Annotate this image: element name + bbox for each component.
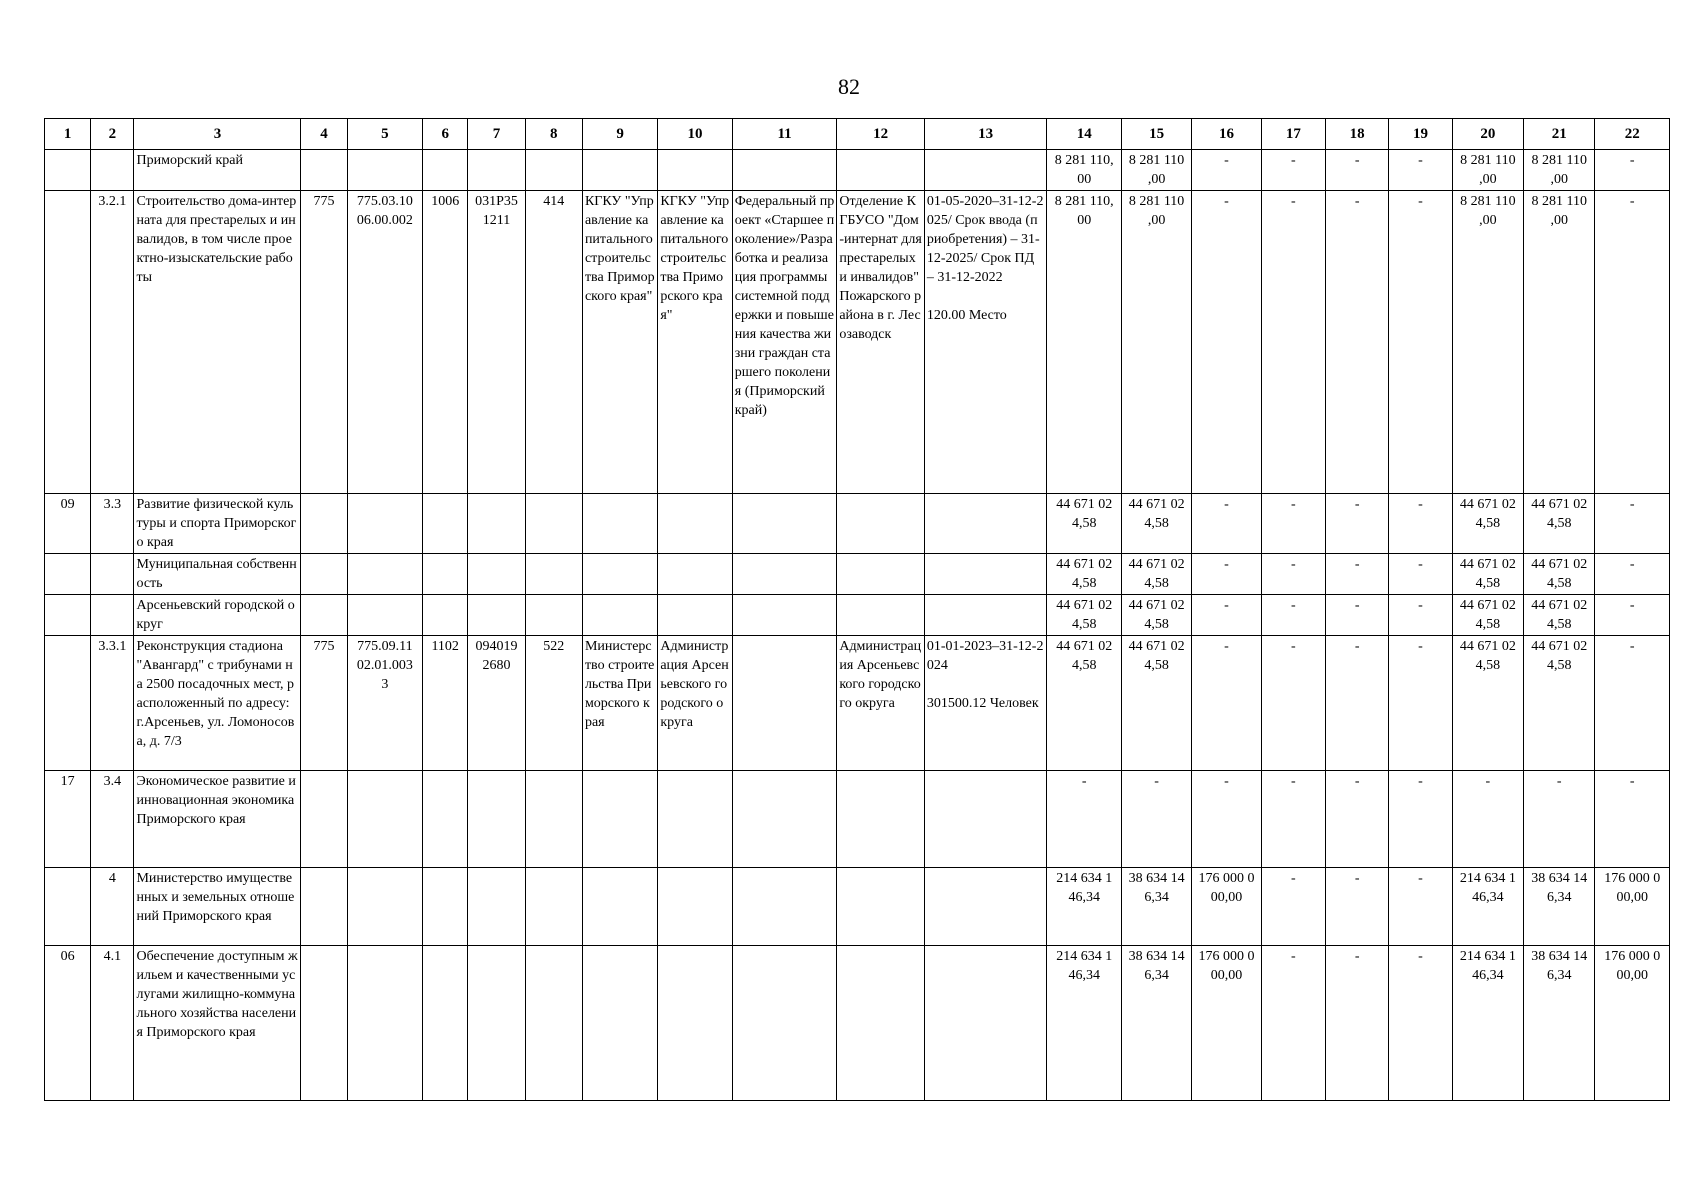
table-cell [924,494,1047,554]
header-cell: 20 [1452,119,1523,150]
table-cell: - [1389,946,1452,1101]
table-cell: - [1389,554,1452,595]
table-cell [423,771,468,868]
table-cell: - [1389,636,1452,771]
table-cell: 8 281 110 ,00 [1452,150,1523,191]
header-cell: 16 [1192,119,1261,150]
table-cell [582,868,657,946]
table-cell: - [1192,191,1261,494]
table-cell: 8 281 110 ,00 [1524,191,1595,494]
table-cell: 1102 [423,636,468,771]
table-cell: 3.3.1 [91,636,134,771]
table-cell: Строительство дома-интерната для престарелых и инвалидов, в том числе проектно-изыскательские работы [134,191,301,494]
table-cell: Министерство имущественных и земельных отношений Приморского края [134,868,301,946]
table-cell [582,595,657,636]
table-cell [91,595,134,636]
table-cell: - [1261,494,1325,554]
table-cell: 214 634 1 46,34 [1047,868,1121,946]
table-cell: 522 [525,636,582,771]
table-cell: Муниципальная собственность [134,554,301,595]
table-cell: 176 000 0 00,00 [1192,946,1261,1101]
table-cell: 17 [45,771,91,868]
table-cell: - [1121,771,1191,868]
header-cell: 17 [1261,119,1325,150]
table-cell: - [1192,595,1261,636]
table-cell: - [1389,494,1452,554]
table-cell: 094019 2680 [468,636,525,771]
table-cell: 176 000 0 00,00 [1595,868,1670,946]
header-cell: 5 [347,119,422,150]
table-cell: 214 634 1 46,34 [1452,946,1523,1101]
table-cell: 44 671 02 4,58 [1121,554,1191,595]
table-cell: - [1192,150,1261,191]
table-cell: 031P35 1211 [468,191,525,494]
table-cell: Арсеньевский городской округ [134,595,301,636]
table-cell [423,868,468,946]
table-cell: Реконструкция стадиона "Авангард" с трибунами на 2500 посадочных мест, расположенный по адресу: г.Арсеньев, ул. Ломоносова, д. 7/3 [134,636,301,771]
table-row [45,636,1670,771]
table-cell [423,946,468,1101]
table-cell: 176 000 0 00,00 [1192,868,1261,946]
table-cell: - [1595,554,1670,595]
table-cell: Министерство строительства Приморского края [582,636,657,771]
table-cell [301,868,347,946]
table-cell: 44 671 02 4,58 [1524,494,1595,554]
table-cell: - [1595,636,1670,771]
header-cell: 21 [1524,119,1595,150]
table-cell [658,494,732,554]
table-cell: 38 634 14 6,34 [1524,868,1595,946]
table-cell: 44 671 02 4,58 [1452,636,1523,771]
table-cell [525,946,582,1101]
table-cell: - [1389,771,1452,868]
table-cell [525,771,582,868]
table-cell: 38 634 14 6,34 [1121,868,1191,946]
table-cell: 44 671 02 4,58 [1452,595,1523,636]
table-cell: 4 [91,868,134,946]
table-cell: 8 281 110 ,00 [1121,150,1191,191]
table-row [45,771,1670,868]
table-cell: - [1047,771,1121,868]
table-cell [468,150,525,191]
table-cell [423,554,468,595]
table-cell [301,595,347,636]
table-cell [301,554,347,595]
table-row [45,554,1670,595]
table-cell: - [1192,554,1261,595]
page-number: 82 [838,74,860,99]
table-cell [423,150,468,191]
table-cell: 3.4 [91,771,134,868]
table-cell: 775.03.10 06.00.002 [347,191,422,494]
table-cell [468,946,525,1101]
table-cell: - [1595,771,1670,868]
table-cell: - [1192,636,1261,771]
table-cell: 1006 [423,191,468,494]
header-cell: 10 [658,119,732,150]
table-row [45,191,1670,494]
table-cell [525,554,582,595]
table-cell [301,150,347,191]
table-cell [468,554,525,595]
table-cell: - [1325,595,1388,636]
table-cell [924,150,1047,191]
table-cell [525,868,582,946]
table-cell: - [1595,150,1670,191]
table-cell: - [1261,595,1325,636]
table-cell: 414 [525,191,582,494]
table-cell [347,554,422,595]
header-cell: 6 [423,119,468,150]
table-cell: - [1261,946,1325,1101]
table-cell: - [1192,771,1261,868]
table-cell: КГКУ "Управление капитального строительства Приморского края" [658,191,732,494]
table-cell [732,946,837,1101]
table-cell: 8 281 110, 00 [1047,150,1121,191]
table-cell [525,494,582,554]
table-cell: 01-05-2020–31-12-2025/ Срок ввода (приобретения) – 31-12-2025/ Срок ПД – 31-12-2022 120.00 Место [924,191,1047,494]
table-cell [45,191,91,494]
table-cell: - [1261,771,1325,868]
table-cell: - [1325,771,1388,868]
table-cell [525,595,582,636]
table-cell: 3.2.1 [91,191,134,494]
header-cell: 22 [1595,119,1670,150]
table-cell: 4.1 [91,946,134,1101]
table-cell: 8 281 110 ,00 [1524,150,1595,191]
header-cell: 11 [732,119,837,150]
table-cell [347,150,422,191]
table-row [45,868,1670,946]
table-cell [732,636,837,771]
table-cell: 8 281 110 ,00 [1452,191,1523,494]
table-cell [837,554,924,595]
table-cell: 44 671 02 4,58 [1452,494,1523,554]
table-cell [45,868,91,946]
table-cell: Развитие физической культуры и спорта Приморского края [134,494,301,554]
table-cell [45,595,91,636]
table-cell [45,554,91,595]
table-cell [837,868,924,946]
table-cell [582,946,657,1101]
table-cell [658,868,732,946]
table-cell: - [1595,494,1670,554]
table-cell [468,494,525,554]
table-cell: - [1325,636,1388,771]
table-cell: 44 671 02 4,58 [1524,595,1595,636]
table-cell [658,554,732,595]
table-cell [91,150,134,191]
table-cell: Федеральный проект «Старшее поколение»/Разработка и реализация программы системной поддержки и повышения качества жизни граждан старшего поколения (Приморский край) [732,191,837,494]
table-cell: - [1325,494,1388,554]
table-cell [924,554,1047,595]
table-cell [658,771,732,868]
header-cell: 15 [1121,119,1191,150]
table-cell [582,494,657,554]
header-cell: 18 [1325,119,1388,150]
table-cell: Отделение КГБУСО "Дом-интернат для престарелых и инвалидов" Пожарского района в г. Лесозаводск [837,191,924,494]
table-cell: 44 671 02 4,58 [1047,554,1121,595]
table-cell [732,868,837,946]
table-cell [837,150,924,191]
table-cell [582,150,657,191]
table-cell: 06 [45,946,91,1101]
table-cell [347,771,422,868]
table-cell [347,868,422,946]
table-cell [837,946,924,1101]
table-cell [924,771,1047,868]
table-cell: 44 671 02 4,58 [1047,494,1121,554]
table-cell: - [1325,150,1388,191]
table-cell: - [1261,191,1325,494]
table-cell [301,771,347,868]
table-cell: - [1595,595,1670,636]
table-cell [45,150,91,191]
table-row [45,946,1670,1101]
table-cell [525,150,582,191]
header-cell: 14 [1047,119,1121,150]
table-cell: - [1595,191,1670,494]
table-cell [732,554,837,595]
header-cell: 8 [525,119,582,150]
header-cell: 4 [301,119,347,150]
table-cell: КГКУ "Управление капитального строительства Приморского края" [582,191,657,494]
header-cell: 12 [837,119,924,150]
table-cell: 01-01-2023–31-12-2024 301500.12 Человек [924,636,1047,771]
table-cell: Обеспечение доступным жильем и качественными услугами жилищно-коммунального хозяйства населения Приморского края [134,946,301,1101]
table-cell: 38 634 14 6,34 [1524,946,1595,1101]
table-cell: 44 671 02 4,58 [1524,554,1595,595]
table-cell: 775.09.11 02.01.003 3 [347,636,422,771]
table-cell: 8 281 110, 00 [1047,191,1121,494]
header-cell: 3 [134,119,301,150]
table-cell [837,771,924,868]
header-cell: 9 [582,119,657,150]
table-cell: 44 671 02 4,58 [1121,595,1191,636]
table-cell: 09 [45,494,91,554]
table-row [45,150,1670,191]
table-cell: 44 671 02 4,58 [1047,636,1121,771]
header-cell: 19 [1389,119,1452,150]
table-cell: 176 000 0 00,00 [1595,946,1670,1101]
table-cell [837,494,924,554]
table-cell [423,595,468,636]
table-cell [658,595,732,636]
table-cell [732,771,837,868]
table-cell: - [1261,150,1325,191]
table-cell [468,771,525,868]
table-cell: - [1389,868,1452,946]
table-cell: - [1524,771,1595,868]
table-cell: - [1192,494,1261,554]
table-cell: - [1325,191,1388,494]
table-cell [347,595,422,636]
table-cell [45,636,91,771]
header-row [45,119,1670,150]
table-cell: 3.3 [91,494,134,554]
table-cell: 775 [301,191,347,494]
table-cell: Администрация Арсеньевского городского округа [837,636,924,771]
table-cell [924,868,1047,946]
table-cell [468,868,525,946]
table-cell: Экономическое развитие и инновационная экономика Приморского края [134,771,301,868]
table-cell: 38 634 14 6,34 [1121,946,1191,1101]
header-cell: 7 [468,119,525,150]
table-cell: - [1325,946,1388,1101]
header-cell: 1 [45,119,91,150]
budget-table [44,118,1670,1101]
table-cell [423,494,468,554]
table-cell [924,946,1047,1101]
table-cell [582,554,657,595]
table-cell: - [1389,150,1452,191]
table-cell [732,595,837,636]
table-cell: - [1389,191,1452,494]
table-cell: - [1261,636,1325,771]
table-cell: 214 634 1 46,34 [1047,946,1121,1101]
table-cell [837,595,924,636]
table-cell: - [1261,554,1325,595]
table-cell: - [1325,868,1388,946]
table-cell: 775 [301,636,347,771]
header-cell: 2 [91,119,134,150]
table-cell: 44 671 02 4,58 [1452,554,1523,595]
table-cell: 44 671 02 4,58 [1524,636,1595,771]
table-cell: 44 671 02 4,58 [1047,595,1121,636]
table-cell [582,771,657,868]
table-cell: 44 671 02 4,58 [1121,636,1191,771]
table-cell: Администрация Арсеньевского городского округа [658,636,732,771]
table-cell [924,595,1047,636]
table-cell: 44 671 02 4,58 [1121,494,1191,554]
table-cell: Приморский край [134,150,301,191]
table-cell [347,946,422,1101]
table-cell [91,554,134,595]
table-cell [301,494,347,554]
table-cell [347,494,422,554]
table-cell: - [1452,771,1523,868]
table-row [45,494,1670,554]
table-cell [658,946,732,1101]
table-row [45,595,1670,636]
table-cell: 214 634 1 46,34 [1452,868,1523,946]
table-cell: - [1261,868,1325,946]
table-cell [468,595,525,636]
table-cell: - [1325,554,1388,595]
table-cell [658,150,732,191]
table-cell: - [1389,595,1452,636]
table-cell [732,494,837,554]
table-cell [301,946,347,1101]
table-cell: 8 281 110 ,00 [1121,191,1191,494]
table-cell [732,150,837,191]
header-cell: 13 [924,119,1047,150]
